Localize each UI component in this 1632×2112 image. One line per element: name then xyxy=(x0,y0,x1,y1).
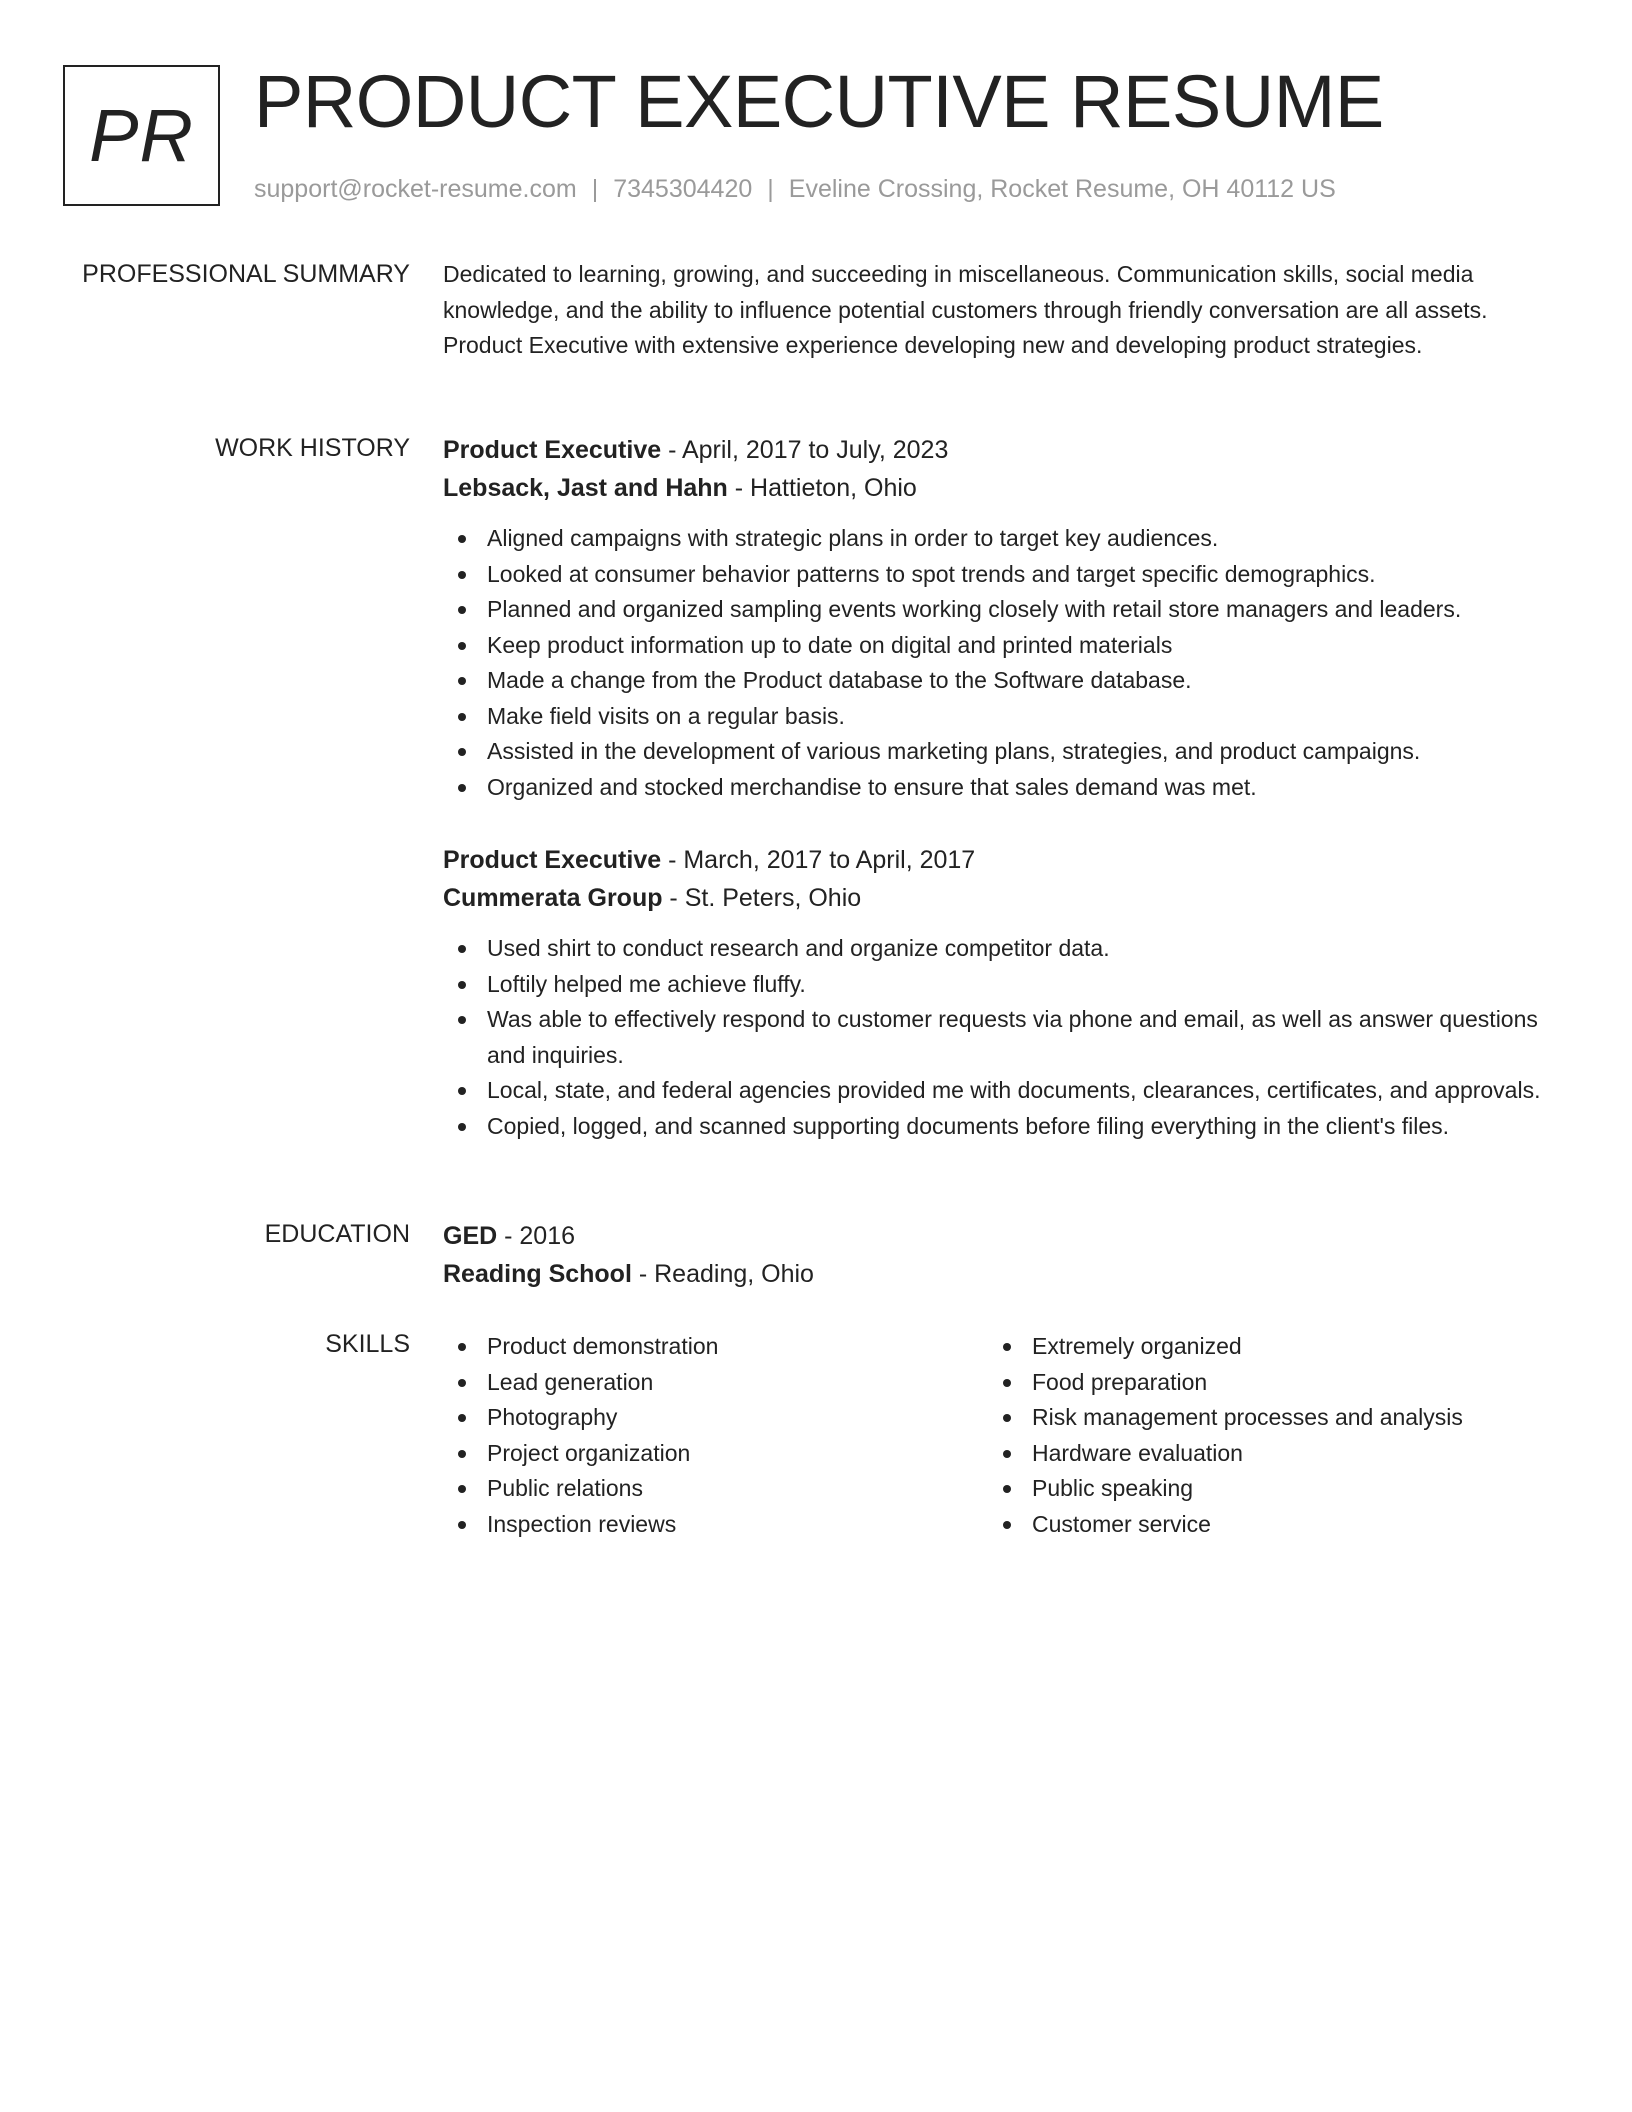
job-bullets xyxy=(443,521,1553,805)
job-company-line xyxy=(443,469,1553,507)
work-history-heading: WORK HISTORY xyxy=(215,434,410,462)
list-item: Photography xyxy=(487,1400,988,1436)
job-location: - Hattieton, Ohio xyxy=(727,474,917,502)
skills-heading: SKILLS xyxy=(325,1330,410,1358)
contact-separator: | xyxy=(767,175,774,203)
monogram-initials: PR xyxy=(89,94,194,177)
contact-address: Eveline Crossing, Rocket Resume, OH 40112 US xyxy=(788,175,1336,203)
education-school: Reading School xyxy=(443,1260,632,1288)
contact-email: support@rocket-resume.com xyxy=(254,175,577,203)
monogram-box xyxy=(63,65,220,206)
job-dates: - April, 2017 to July, 2023 xyxy=(661,436,949,464)
list-item: Made a change from the Product database to the Software database. xyxy=(487,663,1553,699)
list-item: Customer service xyxy=(1032,1507,1533,1543)
list-item: Keep product information up to date on digital and printed materials xyxy=(487,628,1553,664)
list-item: Product demonstration xyxy=(487,1329,988,1365)
job-bullets xyxy=(443,931,1553,1144)
skills-list-right xyxy=(988,1329,1533,1542)
list-item: Loftily helped me achieve fluffy. xyxy=(487,967,1553,1003)
education-heading: EDUCATION xyxy=(264,1220,410,1248)
skills-columns xyxy=(443,1329,1553,1542)
list-item: Aligned campaigns with strategic plans in order to target key audiences. xyxy=(487,521,1553,557)
job-title: Product Executive xyxy=(443,846,662,874)
skills-column-left xyxy=(443,1329,988,1542)
job-dates: - March, 2017 to April, 2017 xyxy=(661,846,976,874)
list-item: Planned and organized sampling events working closely with retail store managers and leaders. xyxy=(487,592,1553,628)
list-item: Assisted in the development of various marketing plans, strategies, and product campaigns. xyxy=(487,734,1553,770)
job-title-line xyxy=(443,841,1553,879)
skills-body xyxy=(443,1329,1553,1542)
education-school-line xyxy=(443,1255,1553,1293)
work-history-body xyxy=(443,431,1553,1144)
job-company-line xyxy=(443,879,1553,917)
skills-list-left xyxy=(443,1329,988,1542)
job-title: Product Executive xyxy=(443,436,662,464)
list-item: Lead generation xyxy=(487,1365,988,1401)
education-body xyxy=(443,1217,1553,1293)
job-title-line xyxy=(443,431,1553,469)
skills-column-right xyxy=(988,1329,1533,1542)
list-item: Local, state, and federal agencies provided me with documents, clearances, certificates, and approvals. xyxy=(487,1073,1553,1109)
list-item: Used shirt to conduct research and organize competitor data. xyxy=(487,931,1553,967)
job-entry xyxy=(443,431,1553,805)
contact-line xyxy=(254,172,1336,206)
summary-text: Dedicated to learning, growing, and succeeding in miscellaneous. Communication skills, social media knowledge, and the ability to influence potential customers through friendly conversation are all assets. Product Executive with extensive experience developing new and developing product strategies. xyxy=(443,261,1488,358)
list-item: Hardware evaluation xyxy=(1032,1436,1533,1472)
list-item: Inspection reviews xyxy=(487,1507,988,1543)
education-location: - Reading, Ohio xyxy=(631,1260,814,1288)
education-degree: GED xyxy=(443,1222,498,1250)
list-item: Copied, logged, and scanned supporting documents before filing everything in the client's files. xyxy=(487,1109,1553,1145)
summary-body xyxy=(443,257,1553,364)
list-item: Public relations xyxy=(487,1471,988,1507)
list-item: Risk management processes and analysis xyxy=(1032,1400,1533,1436)
list-item: Make field visits on a regular basis. xyxy=(487,699,1553,735)
list-item: Public speaking xyxy=(1032,1471,1533,1507)
contact-phone: 7345304420 xyxy=(613,175,753,203)
list-item: Organized and stocked merchandise to ensure that sales demand was met. xyxy=(487,770,1553,806)
list-item: Extremely organized xyxy=(1032,1329,1533,1365)
contact-separator: | xyxy=(591,175,599,203)
job-company: Cummerata Group xyxy=(443,884,663,912)
job-company: Lebsack, Jast and Hahn xyxy=(443,474,728,502)
job-location: - St. Peters, Ohio xyxy=(662,884,862,912)
list-item: Project organization xyxy=(487,1436,988,1472)
summary-heading: PROFESSIONAL SUMMARY xyxy=(82,260,410,288)
page-title: PRODUCT EXECUTIVE RESUME xyxy=(254,60,1384,143)
job-entry xyxy=(443,841,1553,1144)
education-year: - 2016 xyxy=(497,1222,576,1250)
list-item: Food preparation xyxy=(1032,1365,1533,1401)
list-item: Was able to effectively respond to customer requests via phone and email, as well as answer questions and inquiries. xyxy=(487,1002,1553,1073)
list-item: Looked at consumer behavior patterns to spot trends and target specific demographics. xyxy=(487,557,1553,593)
education-degree-line xyxy=(443,1217,1553,1255)
